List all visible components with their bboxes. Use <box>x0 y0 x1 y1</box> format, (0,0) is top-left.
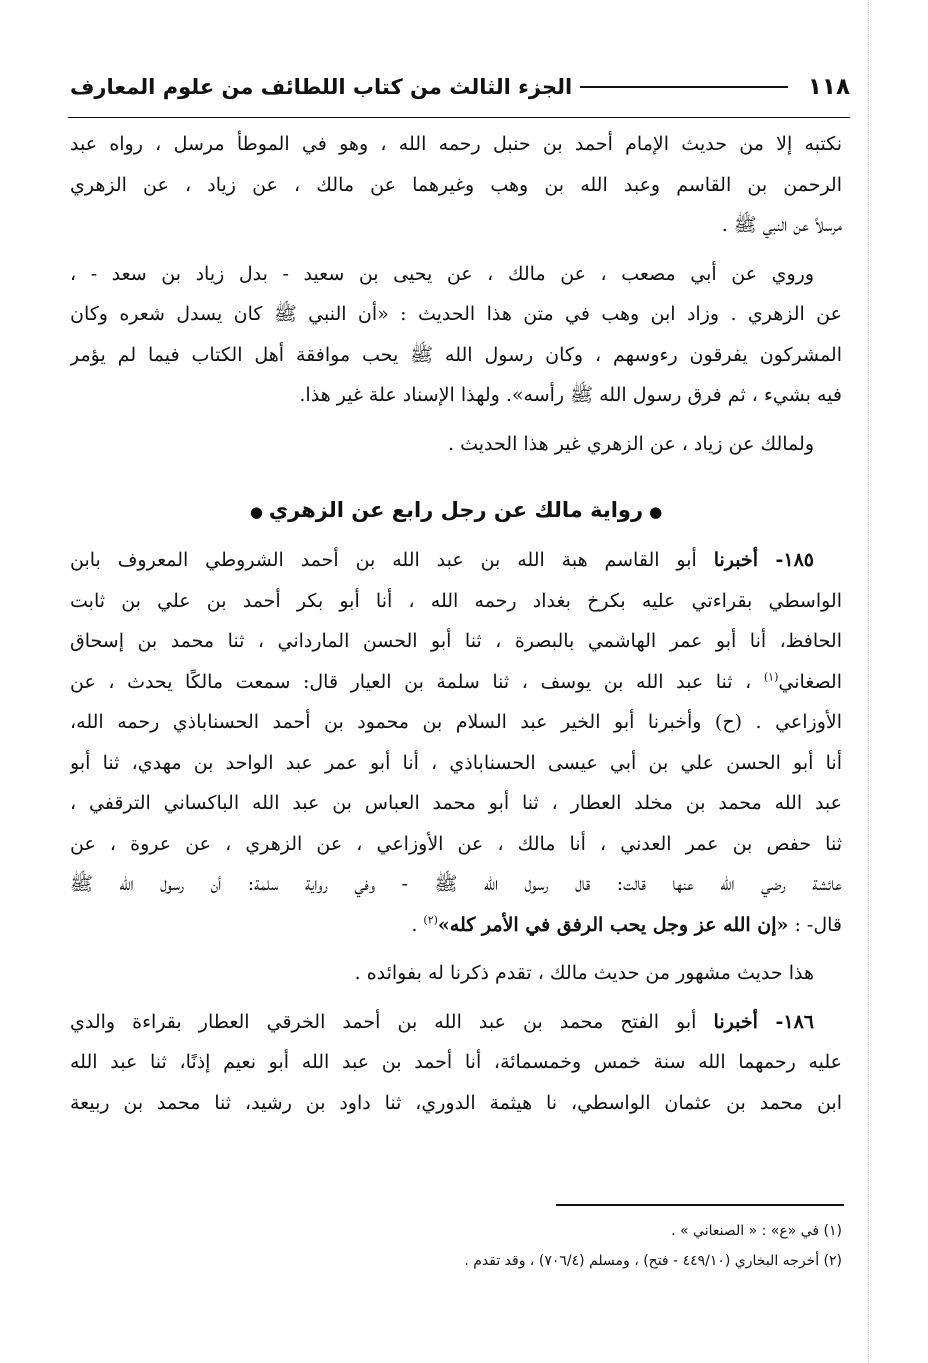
text-run: . <box>411 913 418 936</box>
header-rule <box>580 86 788 88</box>
text-line: عبد الله محمد بن مخلد العطار ، ثنا أبو محمد العباس بن عبد الله الباكساني الترقفي ، <box>70 792 842 814</box>
text-line <box>70 905 842 946</box>
hadith-186 <box>70 1002 842 1124</box>
paragraph-5 <box>70 953 842 994</box>
text-run: أبو القاسم هبة الله بن عبد الله بن أحمد الشروطي المعروف بابن <box>70 549 697 571</box>
text-line: ولمالك عن زياد ، عن الزهري غير هذا الحديث . <box>448 432 814 455</box>
running-title: الجزء الثالث من كتاب اللطائف من علوم المعارف <box>70 75 573 99</box>
text-line: الرحمن بن القاسم وعبد الله بن وهب وغيرهما عن مالك ، عن زياد ، عن الزهري <box>70 173 842 196</box>
text-line <box>70 1002 842 1043</box>
text-line: عن الزهري . وزاد ابن وهب في متن هذا الحديث : «أن النبي ﷺ كان يسدل شعره وكان <box>70 303 842 325</box>
hadith-quote: «إن الله عز وجل يحب الرفق في الأمر كله» <box>437 913 789 936</box>
text-line: عائشة رضي الله عنها قالت: قال رسول الله ﷺ - وفي رواية سلمة: أن رسول الله ﷺ <box>70 873 842 895</box>
hadith-number: ١٨٦- أخبرنا <box>713 1010 815 1033</box>
paragraph-3 <box>70 424 842 465</box>
text-line: مرسلاً عن النبي ﷺ . <box>721 214 842 236</box>
text-run: ، ثنا عبد الله بن يوسف ، ثنا سلمة بن العيار قال: سمعت مالكًا يحدث ، عن <box>70 670 752 693</box>
bullet-icon: ● <box>649 503 663 521</box>
section-heading <box>70 486 842 534</box>
header-divider <box>68 117 850 118</box>
body-text <box>70 124 842 1123</box>
text-run: الصغاني <box>778 670 842 693</box>
text-line: الأوزاعي . (ح) وأخبرنا أبو الخير عبد السلام بن محمود بن أحمد الحسناباذي رحمه الله، <box>70 711 842 733</box>
footnote-marker: (٢) <box>423 913 438 927</box>
footnote-2: (٢) أخرجه البخاري (٤٤٩/١٠ - فتح) ، ومسلم (٧٠٦/٤) ، وقد تقدم . <box>464 1253 842 1269</box>
text-line <box>70 662 842 703</box>
text-line: الحافظ، أنا أبو عمر الهاشمي بالبصرة ، ثنا أبو الحسن المارداني ، ثنا محمد بن إسحاق <box>70 630 842 652</box>
text-run: أبو الفتح محمد بن عبد الله بن أحمد الخرقي العطار بقراءة والدي <box>70 1010 697 1033</box>
text-run: قال- : <box>794 913 842 936</box>
hadith-number: ١٨٥- أخبرنا <box>713 549 814 571</box>
paragraph-1 <box>70 124 842 246</box>
footnote-1: (١) في «ع» : « الصنعاني » . <box>671 1223 842 1239</box>
section-heading-text: رواية مالك عن رجل رابع عن الزهري <box>268 498 644 522</box>
text-line: نكتبه إلا من حديث الإمام أحمد بن حنبل رحمه الله ، وهو في الموطأ مرسل ، رواه عبد <box>70 133 842 155</box>
text-line: عليه رحمهما الله سنة خمس وخمسمائة، أنا أحمد بن عبد الله أبو نعيم إذنًا، ثنا عبد الله <box>70 1051 842 1073</box>
text-line: ثنا حفص بن عمر العدني ، أنا مالك ، عن الأوزاعي ، عن الزهري ، عن عروة ، عن <box>70 832 842 855</box>
text-line: وروي عن أبي مصعب ، عن مالك ، عن يحيى بن سعيد - بدل زياد بن سعد - ، <box>70 262 814 285</box>
page-header <box>70 62 850 112</box>
hadith-185 <box>70 540 842 945</box>
margin-guide-right <box>868 0 869 1363</box>
paragraph-2 <box>70 254 842 416</box>
bullet-icon: ● <box>249 503 263 521</box>
footnotes <box>300 1216 842 1276</box>
page-number: ١١٨ <box>807 74 850 100</box>
text-line: فيه بشيء ، ثم فرق رسول الله ﷺ رأسه». ولهذا الإسناد علة غير هذا. <box>299 384 842 406</box>
text-line: المشركون يفرقون رءوسهم ، وكان رسول الله ﷺ يحب موافقة أهل الكتاب فيما لم يؤمر <box>70 343 842 366</box>
text-line <box>70 540 842 581</box>
text-line: الواسطي بقراءتي عليه بكرخ بغداد رحمه الله ، أنا أبو بكر أحمد بن علي بن ثابت <box>70 589 842 612</box>
text-line: أنا أبو الحسن علي بن أبي عيسى الحسناباذي ، أنا أبو عمر عبد الواحد بن مهدي، ثنا أبو <box>70 751 842 774</box>
text-line: ابن محمد بن عثمان الواسطي، نا هيثمة الدوري، ثنا داود بن رشيد، ثنا محمد بن ربيعة <box>70 1091 842 1114</box>
footnote-divider <box>556 1204 844 1206</box>
text-line: هذا حديث مشهور من حديث مالك ، تقدم ذكرنا له بفوائده . <box>354 962 814 984</box>
footnote-marker: (١) <box>763 670 779 684</box>
